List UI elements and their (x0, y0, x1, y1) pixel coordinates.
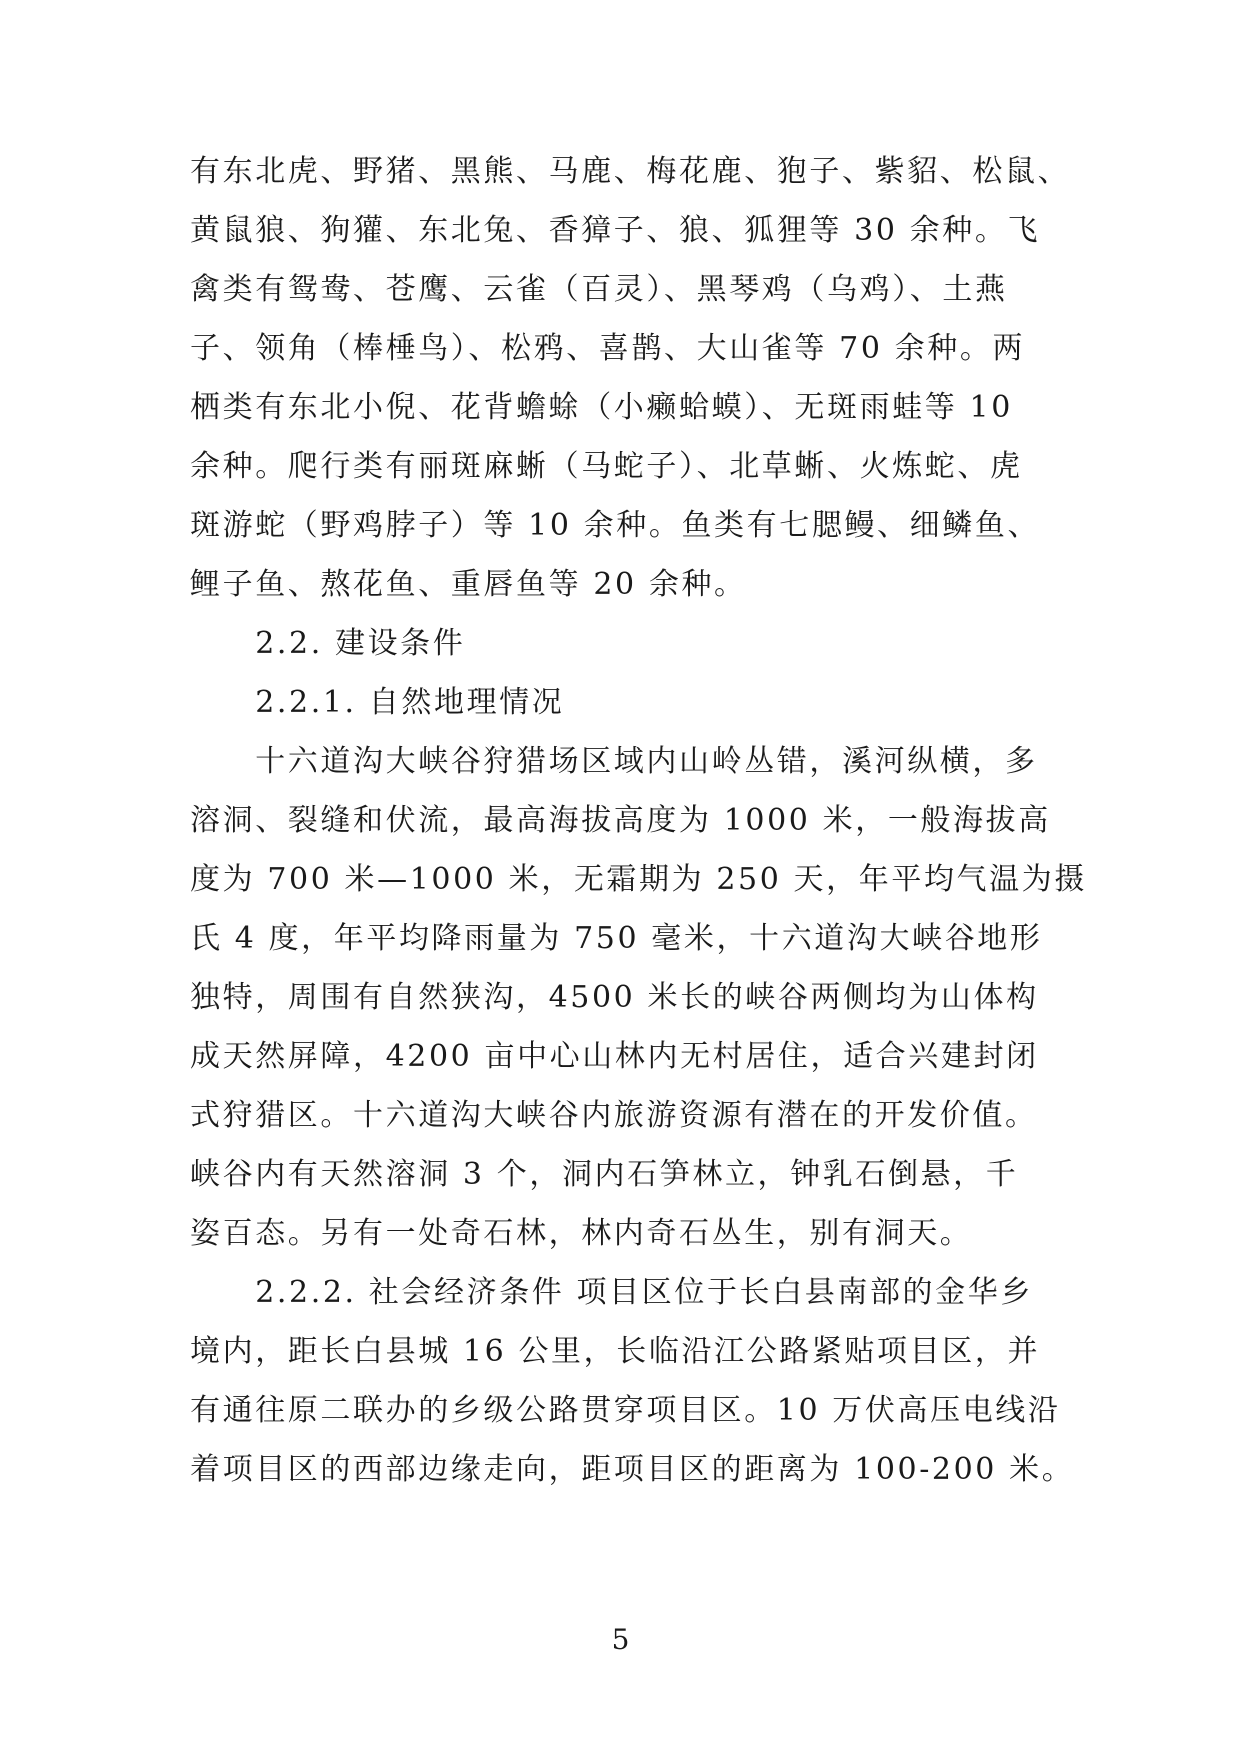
text-line: 余种。爬行类有丽斑麻蜥（马蛇子）、北草蜥、火炼蛇、虎 (190, 449, 1023, 484)
text-line: 式狩猎区。十六道沟大峡谷内旅游资源有潜在的开发价值。 (190, 1098, 1038, 1133)
text-line: 成天然屏障，4200 亩中心山林内无村居住，适合兴建封闭 (190, 1039, 1039, 1074)
text-line: 度为 700 米—1000 米，无霜期为 250 天，年平均气温为摄 (190, 862, 1087, 897)
text-line: 十六道沟大峡谷狩猎场区域内山岭丛错，溪河纵横，多 (190, 744, 1038, 779)
text-line: 栖类有东北小倪、花背蟾蜍（小癞蛤蟆）、无斑雨蛙等 10 (190, 390, 1013, 425)
text-line: 独特，周围有自然狭沟，4500 米长的峡谷两侧均为山体构 (190, 980, 1039, 1015)
text-line: 溶洞、裂缝和伏流，最高海拔高度为 1000 米，一般海拔高 (190, 803, 1051, 838)
text-line: 斑游蛇（野鸡脖子）等 10 余种。鱼类有七腮鳗、细鳞鱼、 (190, 508, 1041, 543)
text-line: 姿百态。另有一处奇石林，林内奇石丛生，别有洞天。 (190, 1216, 973, 1251)
text-line: 境内，距长白县城 16 公里，长临沿江公路紧贴项目区，并 (190, 1334, 1041, 1369)
text-line: 有通往原二联办的乡级公路贯穿项目区。10 万伏高压电线沿 (190, 1393, 1061, 1428)
subsection-heading: 2.2.1. 自然地理情况 (190, 685, 565, 720)
text-line: 鲤子鱼、熬花鱼、重唇鱼等 20 余种。 (190, 567, 747, 602)
text-line: 黄鼠狼、狗獾、东北兔、香獐子、狼、狐狸等 30 余种。飞 (190, 213, 1041, 248)
text-line: 子、领角（棒棰鸟）、松鸦、喜鹊、大山雀等 70 余种。两 (190, 331, 1026, 366)
text-line: 着项目区的西部边缘走向，距项目区的距离为 100-200 米。 (190, 1452, 1075, 1487)
text-line: 氏 4 度，年平均降雨量为 750 毫米，十六道沟大峡谷地形 (190, 921, 1043, 956)
text-line: 有东北虎、野猪、黑熊、马鹿、梅花鹿、狍子、紫貂、松鼠、 (190, 154, 1071, 189)
subsection-heading: 2.2.2. 社会经济条件 项目区位于长白县南部的金华乡 (190, 1275, 1033, 1310)
text-line: 禽类有鸳鸯、苍鹰、云雀（百灵）、黑琴鸡（乌鸡）、土燕 (190, 272, 1008, 307)
section-heading: 2.2. 建设条件 (190, 626, 466, 661)
page-number: 5 (611, 1623, 630, 1656)
text-line: 峡谷内有天然溶洞 3 个，洞内石笋林立，钟乳石倒悬，千 (190, 1157, 1019, 1192)
